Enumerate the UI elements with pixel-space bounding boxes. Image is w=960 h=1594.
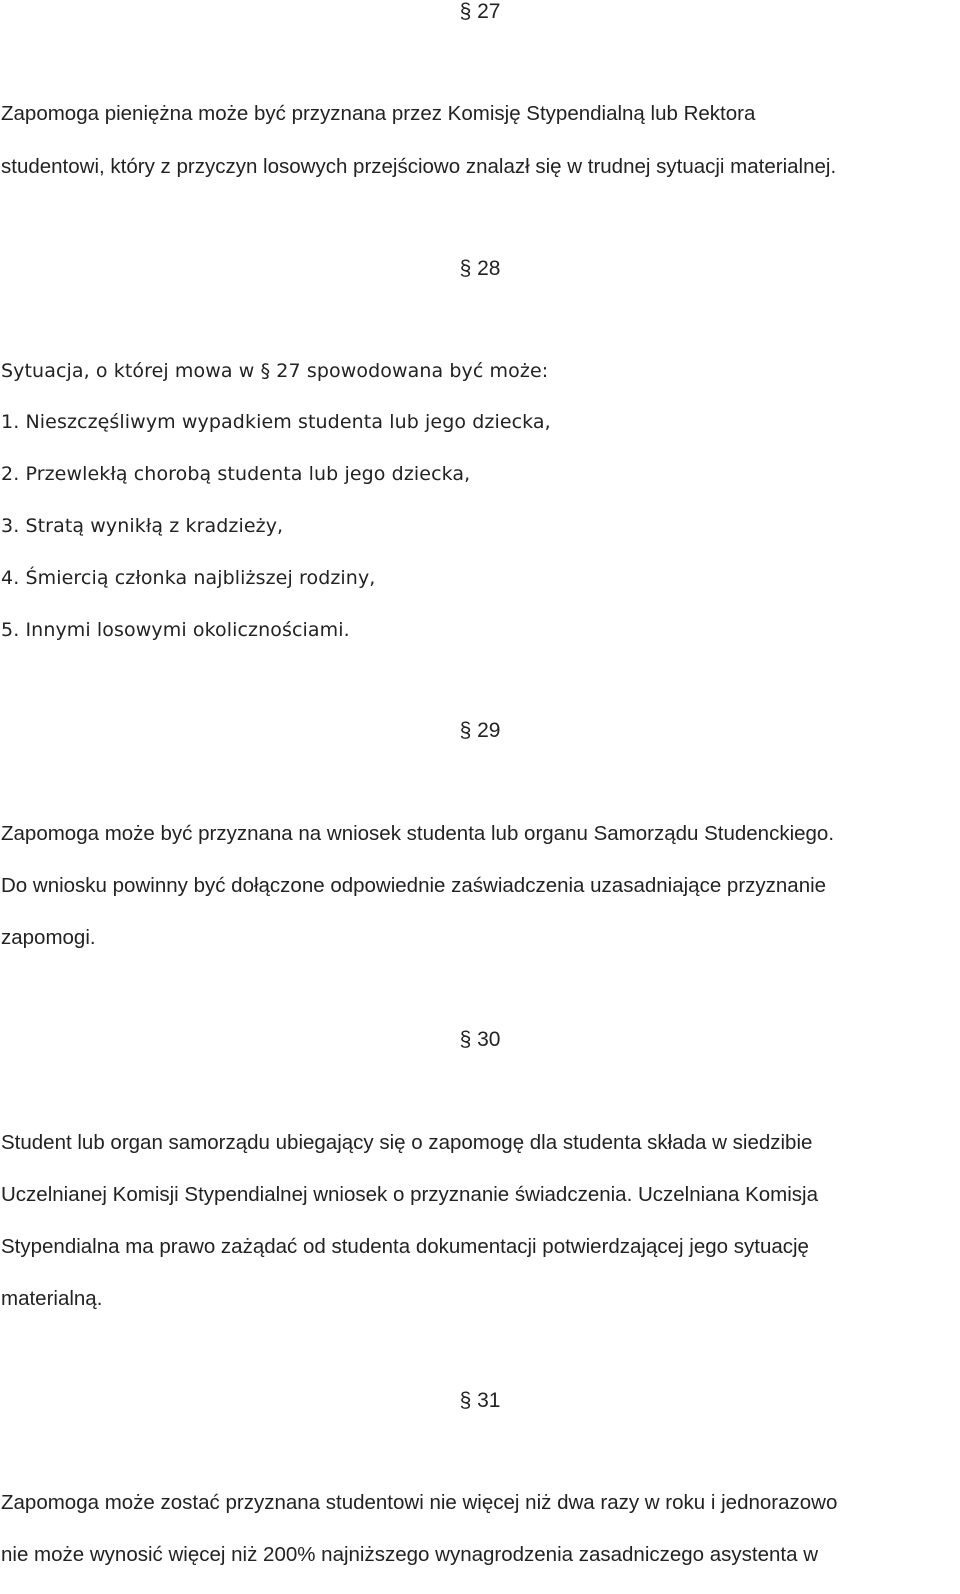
list-item: 5. Innymi losowymi okolicznościami.: [1, 619, 350, 641]
section-heading-31: § 31: [459, 1389, 501, 1412]
paragraph-line: Zapomoga może być przyznana na wniosek studenta lub organu Samorządu Studenckiego.: [1, 822, 835, 845]
list-item: 2. Przewlekłą chorobą studenta lub jego dziecka,: [1, 463, 471, 485]
paragraph-line: Uczelnianej Komisji Stypendialnej wniosek o przyznanie świadczenia. Uczelniana Komisja: [1, 1183, 818, 1206]
list-item: 3. Stratą wynikłą z kradzieży,: [1, 515, 284, 537]
paragraph-line: Student lub organ samorządu ubiegający się o zapomogę dla studenta składa w siedzibie: [1, 1131, 813, 1154]
section-heading-30: § 30: [459, 1028, 501, 1051]
section-heading-28: § 28: [459, 257, 501, 280]
paragraph-line: Zapomoga może zostać przyznana studentowi nie więcej niż dwa razy w roku i jednorazowo: [1, 1491, 838, 1514]
paragraph-line: Do wniosku powinny być dołączone odpowiednie zaświadczenia uzasadniające przyznanie: [1, 874, 827, 897]
paragraph-line: Stypendialna ma prawo zażądać od studenta dokumentacji potwierdzającej jego sytuację: [1, 1235, 809, 1258]
list-item: 1. Nieszczęśliwym wypadkiem studenta lub jego dziecka,: [1, 411, 551, 433]
paragraph-line: Sytuacja, o której mowa w § 27 spowodowana być może:: [1, 360, 549, 382]
section-heading-27: § 27: [459, 0, 501, 23]
paragraph-line: studentowi, który z przyczyn losowych przejściowo znalazł się w trudnej sytuacji materialnej.: [1, 155, 837, 178]
paragraph-line: Zapomoga pieniężna może być przyznana przez Komisję Stypendialną lub Rektora: [1, 102, 756, 125]
section-heading-29: § 29: [459, 719, 501, 742]
list-item: 4. Śmiercią członka najbliższej rodziny,: [1, 567, 376, 589]
paragraph-line: materialną.: [1, 1287, 103, 1310]
paragraph-line: zapomogi.: [1, 926, 96, 949]
paragraph-line: nie może wynosić więcej niż 200% najniższego wynagrodzenia zasadniczego asystenta w: [1, 1543, 819, 1566]
